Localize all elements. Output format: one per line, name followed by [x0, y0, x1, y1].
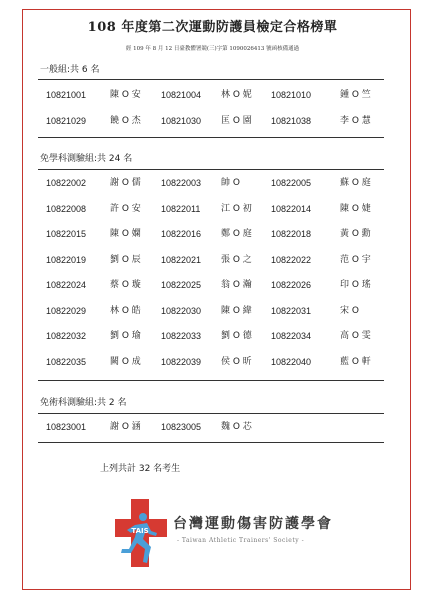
logo-abbr: TAIS [131, 527, 149, 535]
group-grid-written-exempt [38, 176, 384, 380]
candidate-id: 10821001 [46, 90, 87, 100]
candidate-name: 闕 O 成 [110, 356, 141, 367]
candidate-id: 10822014 [271, 203, 312, 214]
candidate-id: 10822002 [46, 178, 87, 188]
page-subtitle: 經 109 年 8 月 12 日臺教體署競(三)字第 1090026413 號函核備通過 [125, 46, 300, 52]
candidate-name: 林 O 妮 [221, 90, 252, 100]
candidate-id: 10822008 [46, 203, 87, 214]
candidate-row [38, 304, 384, 330]
candidate-name: 翁 O 瀚 [221, 280, 252, 290]
candidate-id: 10822016 [161, 229, 202, 239]
candidate-id: 10822029 [46, 305, 87, 316]
candidate-name: 劉 O 辰 [110, 254, 141, 265]
candidate-id: 10822015 [46, 229, 87, 239]
candidate-name: 鍾 O 竺 [340, 90, 371, 100]
candidate-row [38, 227, 384, 253]
candidate-row [38, 278, 384, 304]
candidate-id: 10822039 [161, 356, 202, 367]
candidate-name: 林 O 皓 [110, 305, 141, 316]
candidate-id: 10822025 [161, 280, 202, 290]
candidate-name: 黃 O 勳 [340, 229, 371, 239]
candidate-name: 宋 O [340, 305, 359, 316]
candidate-id: 10822024 [46, 280, 87, 290]
candidate-row [38, 253, 384, 279]
group-rule-bottom [38, 442, 384, 443]
candidate-id: 10822031 [271, 305, 312, 316]
candidate-id: 10822034 [271, 331, 312, 341]
candidate-row [38, 114, 384, 140]
candidate-id: 10822003 [161, 178, 202, 188]
page-title: 108 年度第二次運動防護員檢定合格榜單 [87, 20, 338, 35]
candidate-name: 侯 O 昕 [221, 356, 252, 367]
candidate-name: 蔡 O 璇 [110, 280, 141, 290]
candidate-name: 饒 O 杰 [110, 115, 141, 126]
candidate-id: 10823001 [46, 422, 87, 432]
total-count: 上列共計 32 名考生 [100, 464, 181, 474]
logo-org-name-en: - Taiwan Athletic Trainers' Society - [177, 537, 305, 544]
candidate-id: 10822011 [161, 203, 201, 214]
candidate-id: 10822030 [161, 305, 202, 316]
candidate-name: 陳 O 嫻 [110, 229, 141, 239]
candidate-name: 高 O 雯 [340, 331, 371, 341]
candidate-name: 劉 O 德 [221, 331, 252, 341]
candidate-name: 江 O 初 [221, 203, 252, 214]
candidate-name: 張 O 之 [221, 254, 252, 265]
candidate-name: 許 O 安 [110, 203, 141, 214]
candidate-name: 帥 O [221, 178, 240, 188]
candidate-name: 謝 O 儒 [110, 178, 141, 188]
candidate-row [38, 176, 384, 202]
group-rule-bottom [38, 380, 384, 381]
society-logo [113, 497, 353, 569]
candidate-name: 印 O 瑤 [340, 280, 371, 290]
group-title-practical-exempt: 免術科測驗組:共 2 名 [40, 398, 127, 408]
group-rule-bottom [38, 137, 384, 138]
candidate-id: 10822019 [46, 254, 87, 265]
candidate-name: 范 O 宇 [340, 254, 371, 265]
group-title-general: 一般組:共 6 名 [40, 65, 100, 75]
candidate-name: 鄭 O 庭 [221, 229, 252, 239]
candidate-row [38, 355, 384, 381]
candidate-name: 李 O 慧 [340, 115, 371, 126]
candidate-id: 10823005 [161, 422, 202, 432]
candidate-id: 10821004 [161, 90, 202, 100]
candidate-id: 10822040 [271, 356, 312, 367]
candidate-id: 10822021 [161, 254, 202, 265]
candidate-row [38, 329, 384, 355]
candidate-name: 匡 O 園 [221, 115, 252, 126]
group-rule-top [38, 169, 384, 170]
candidate-row [38, 88, 384, 114]
candidate-id: 10821029 [46, 115, 87, 126]
runner-cross-icon [113, 497, 169, 569]
candidate-row [38, 202, 384, 228]
candidate-id: 10822005 [271, 178, 312, 188]
candidate-name: 蘇 O 庭 [340, 178, 371, 188]
group-rule-top [38, 413, 384, 414]
candidate-name: 劉 O 瑜 [110, 331, 141, 341]
candidate-name: 陳 O 婕 [340, 203, 371, 214]
candidate-id: 10822033 [161, 331, 202, 341]
candidate-name: 陳 O 緯 [221, 305, 252, 316]
candidate-name: 魏 O 芯 [221, 422, 252, 432]
candidate-name: 陳 O 安 [110, 90, 141, 100]
candidate-id: 10822022 [271, 254, 312, 265]
candidate-id: 10821030 [161, 115, 202, 126]
candidate-name: 謝 O 涵 [110, 422, 141, 432]
candidate-id: 10821038 [271, 115, 312, 126]
candidate-id: 10821010 [271, 90, 312, 100]
group-title-written-exempt: 免學科測驗組:共 24 名 [40, 154, 133, 164]
candidate-id: 10822035 [46, 356, 87, 367]
candidate-id: 10822032 [46, 331, 87, 341]
candidate-name: 藍 O 軒 [340, 356, 371, 367]
group-grid-general [38, 88, 384, 139]
logo-org-name: 台灣運動傷害防護學會 [173, 516, 333, 532]
candidate-id: 10822026 [271, 280, 312, 290]
candidate-id: 10822018 [271, 229, 312, 239]
group-rule-top [38, 79, 384, 80]
